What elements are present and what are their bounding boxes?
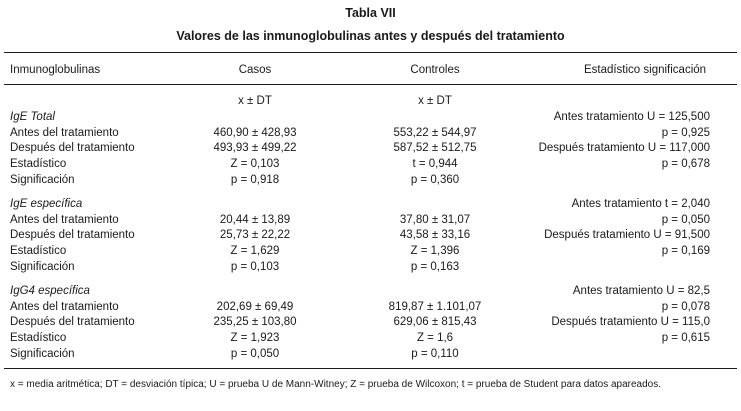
units-casos: x ± DT (238, 95, 272, 107)
cell-controles: 819,87 ± 1.101,07 (388, 300, 482, 313)
row-label: Estadístico (10, 245, 67, 258)
cell-casos: 493,93 ± 499,22 (213, 142, 297, 155)
row-label: Antes del tratamiento (10, 300, 119, 313)
cell-estadistico: Antes tratamiento t = 2,040 (571, 198, 710, 210)
row-label: Significación (10, 347, 75, 360)
row-label: Después del tratamiento (10, 316, 135, 329)
cell-casos: p = 0,103 (230, 260, 280, 273)
footnote: x = media aritmética; DT = desviación típica; U = prueba U de Mann-Witney; Z = prueba de Wilcoxon; t = prueba de Student para datos apareados. (10, 379, 662, 390)
header-controles: Controles (410, 64, 460, 76)
row-label: Significación (10, 173, 75, 186)
group-title: IgE específica (10, 198, 83, 210)
top-rule (4, 52, 737, 53)
header-rule (4, 84, 737, 85)
cell-controles: 43,58 ± 33,16 (399, 229, 471, 242)
cell-casos: Z = 1,629 (230, 245, 280, 258)
cell-casos: p = 0,918 (230, 173, 280, 186)
cell-controles: p = 0,360 (410, 173, 460, 186)
cell-estadistico: p = 0,925 (661, 126, 710, 139)
cell-estadistico: p = 0,078 (661, 300, 710, 313)
cell-estadistico: p = 0,678 (661, 158, 710, 171)
cell-controles: 37,80 ± 31,07 (399, 213, 471, 226)
cell-casos: p = 0,050 (230, 347, 280, 360)
table-subtitle: Valores de las inmunoglobulinas antes y después del tratamiento (176, 29, 565, 43)
row-label: Antes del tratamiento (10, 213, 119, 226)
cell-controles: Z = 1,396 (410, 245, 460, 258)
cell-casos: 25,73 ± 22,22 (219, 229, 291, 242)
group-title: IgE Total (10, 111, 55, 123)
cell-estadistico: Después tratamiento U = 117,000 (538, 142, 710, 155)
group-title: IgG4 específica (10, 285, 90, 297)
cell-casos: 460,90 ± 428,93 (213, 126, 297, 139)
row-label: Significación (10, 260, 75, 273)
units-controles: x ± DT (418, 95, 452, 107)
row-label: Antes del tratamiento (10, 126, 119, 139)
cell-controles: p = 0,110 (411, 347, 459, 360)
cell-controles: 587,52 ± 512,75 (393, 142, 477, 155)
cell-controles: t = 0,944 (412, 158, 458, 171)
row-label: Después del tratamiento (10, 229, 135, 242)
cell-estadistico: p = 0,169 (661, 245, 710, 258)
header-estadistico: Estadístico significación (583, 64, 707, 76)
cell-estadistico: p = 0,615 (661, 332, 710, 345)
header-inmunoglobulinas: Inmunoglobulinas (10, 64, 101, 76)
cell-estadistico: p = 0,050 (661, 213, 710, 226)
cell-estadistico: Después tratamiento U = 115,0 (551, 316, 710, 329)
cell-casos: 20,44 ± 13,89 (219, 213, 291, 226)
cell-controles: 553,22 ± 544,97 (393, 126, 477, 139)
cell-controles: p = 0,163 (410, 260, 460, 273)
row-label: Estadístico (10, 158, 67, 171)
cell-estadistico: Antes tratamiento U = 125,500 (553, 111, 710, 123)
row-label: Después del tratamiento (10, 142, 135, 155)
cell-casos: Z = 0,103 (230, 158, 280, 171)
table-title: Tabla VII (345, 6, 396, 20)
header-casos: Casos (238, 64, 272, 76)
row-label: Estadístico (10, 332, 67, 345)
cell-casos: Z = 1,923 (230, 332, 280, 345)
cell-casos: 235,25 ± 103,80 (213, 316, 297, 329)
cell-controles: Z = 1,6 (416, 332, 454, 345)
cell-estadistico: Antes tratamiento U = 82,5 (572, 285, 710, 297)
bottom-rule (4, 368, 737, 369)
cell-controles: 629,06 ± 815,43 (393, 316, 477, 329)
cell-casos: 202,69 ± 69,49 (216, 300, 294, 313)
cell-estadistico: Después tratamiento U = 91,500 (544, 229, 710, 242)
